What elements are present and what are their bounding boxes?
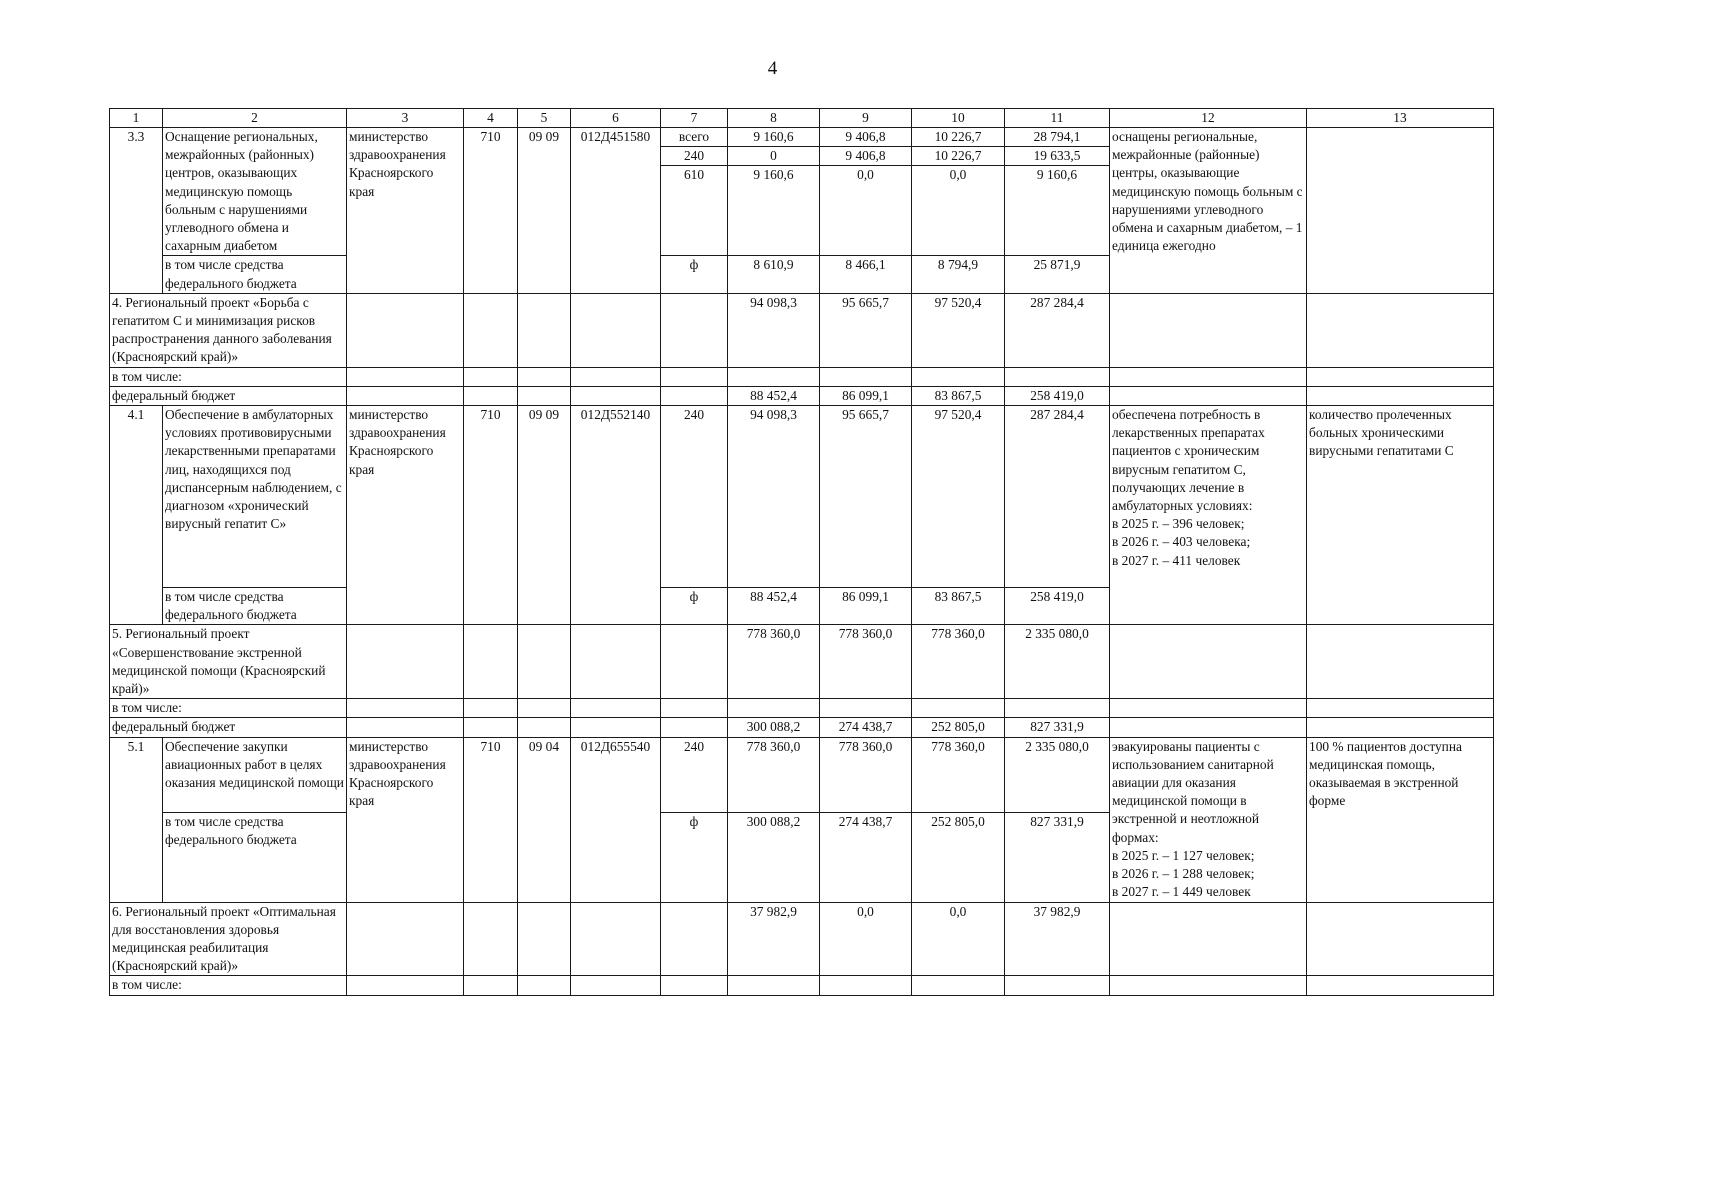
code-section: 09 04 — [518, 737, 571, 902]
header-cell: 4 — [464, 109, 518, 128]
header-cell: 2 — [163, 109, 347, 128]
amount-2026: 274 438,7 — [820, 812, 912, 902]
activity-name: Обеспечение в амбулаторных условиях противовирусными лекарственными препаратами лиц, находящихся под диспансерным наблюдением, с диагнозом «хронический вирусный гепатит С» — [163, 406, 347, 588]
amount-total: 258 419,0 — [1005, 588, 1110, 625]
expected-result: обеспечена потребность в лекарственных препаратах пациентов с хроническим вирусным гепатитом С, получающих лечение в амбулаторных условиях: в 2025 г. – 396 человек; в 2026 г. – 403 человека; в 2027 г. – 411 человек — [1110, 406, 1307, 625]
amount-2026: 274 438,7 — [820, 718, 912, 737]
federal-funds-label: в том числе средства федерального бюджета — [163, 256, 347, 293]
executor: министерство здравоохранения Красноярского края — [347, 406, 464, 625]
code-grbs: 710 — [464, 406, 518, 625]
federal-funds-label: в том числе средства федерального бюджета — [163, 588, 347, 625]
header-cell: 5 — [518, 109, 571, 128]
amount-2027: 778 360,0 — [912, 737, 1005, 812]
table-row — [110, 718, 1494, 737]
project-title: 6. Региональный проект «Оптимальная для восстановления здоровья медицинская реабилитация (Красноярский край)» — [110, 902, 347, 976]
amount-total: 2 335 080,0 — [1005, 737, 1110, 812]
code-target: 012Д451580 — [571, 128, 661, 294]
amount-total: 9 160,6 — [1005, 166, 1110, 256]
amount-total: 37 982,9 — [1005, 902, 1110, 976]
project-title: 4. Региональный проект «Борьба с гепатитом С и минимизация рисков распространения данного заболевания (Красноярский край)» — [110, 293, 347, 367]
amount-2025: 94 098,3 — [728, 406, 820, 588]
code-expense-type: всего — [661, 128, 728, 147]
header-cell: 11 — [1005, 109, 1110, 128]
table-row — [110, 128, 1494, 147]
amount-2026: 86 099,1 — [820, 588, 912, 625]
amount-2026: 8 466,1 — [820, 256, 912, 293]
project-row — [110, 902, 1494, 976]
federal-budget-label: федеральный бюджет — [110, 386, 347, 405]
code-expense-type: 240 — [661, 406, 728, 588]
amount-2027: 252 805,0 — [912, 812, 1005, 902]
table-row — [110, 737, 1494, 812]
federal-funds-label: в том числе средства федерального бюджета — [163, 812, 347, 902]
federal-budget-label: федеральный бюджет — [110, 718, 347, 737]
code-expense-type: ф — [661, 588, 728, 625]
page-number: 4 — [767, 58, 778, 79]
header-cell: 6 — [571, 109, 661, 128]
amount-2026: 95 665,7 — [820, 293, 912, 367]
executor: министерство здравоохранения Красноярского края — [347, 737, 464, 902]
amount-total: 19 633,5 — [1005, 147, 1110, 166]
amount-2026: 778 360,0 — [820, 737, 912, 812]
header-cell: 8 — [728, 109, 820, 128]
code-grbs: 710 — [464, 737, 518, 902]
amount-total: 2 335 080,0 — [1005, 625, 1110, 699]
amount-2027: 97 520,4 — [912, 293, 1005, 367]
code-section: 09 09 — [518, 128, 571, 294]
amount-2026: 0,0 — [820, 166, 912, 256]
row-number: 3.3 — [110, 128, 163, 294]
row-number: 5.1 — [110, 737, 163, 902]
amount-total: 25 871,9 — [1005, 256, 1110, 293]
table-row — [110, 367, 1494, 386]
project-row — [110, 625, 1494, 699]
table-row — [110, 699, 1494, 718]
header-cell: 12 — [1110, 109, 1307, 128]
table-row — [110, 386, 1494, 405]
amount-2027: 778 360,0 — [912, 625, 1005, 699]
amount-total: 258 419,0 — [1005, 386, 1110, 405]
amount-2025: 9 160,6 — [728, 166, 820, 256]
amount-2027: 0,0 — [912, 902, 1005, 976]
header-cell: 9 — [820, 109, 912, 128]
amount-total: 827 331,9 — [1005, 812, 1110, 902]
amount-2027: 10 226,7 — [912, 147, 1005, 166]
project-row — [110, 293, 1494, 367]
amount-2025: 94 098,3 — [728, 293, 820, 367]
amount-2025: 0 — [728, 147, 820, 166]
header-row — [110, 109, 1494, 128]
header-cell: 1 — [110, 109, 163, 128]
amount-2025: 8 610,9 — [728, 256, 820, 293]
amount-2027: 10 226,7 — [912, 128, 1005, 147]
activity-name: Обеспечение закупки авиационных работ в целях оказания медицинской помощи — [163, 737, 347, 812]
amount-2026: 9 406,8 — [820, 147, 912, 166]
amount-2025: 37 982,9 — [728, 902, 820, 976]
amount-2027: 8 794,9 — [912, 256, 1005, 293]
budget-table — [109, 108, 1494, 996]
indicator: количество пролеченных больных хроническими вирусными гепатитами С — [1307, 406, 1494, 625]
row-number: 4.1 — [110, 406, 163, 625]
executor: министерство здравоохранения Красноярского края — [347, 128, 464, 294]
amount-2027: 97 520,4 — [912, 406, 1005, 588]
header-cell: 7 — [661, 109, 728, 128]
including-label: в том числе: — [110, 367, 347, 386]
code-section: 09 09 — [518, 406, 571, 625]
table-row — [110, 976, 1494, 995]
including-label: в том числе: — [110, 976, 347, 995]
indicator: 100 % пациентов доступна медицинская помощь, оказываемая в экстренной форме — [1307, 737, 1494, 902]
amount-total: 287 284,4 — [1005, 406, 1110, 588]
expected-result: оснащены региональные, межрайонные (районные) центры, оказывающие медицинскую помощь больным с нарушениями углеводного обмена и сахарным диабетом, – 1 единица ежегодно — [1110, 128, 1307, 294]
amount-2026: 9 406,8 — [820, 128, 912, 147]
code-target: 012Д655540 — [571, 737, 661, 902]
amount-total: 287 284,4 — [1005, 293, 1110, 367]
amount-2025: 300 088,2 — [728, 812, 820, 902]
amount-2025: 9 160,6 — [728, 128, 820, 147]
including-label: в том числе: — [110, 699, 347, 718]
indicator — [1307, 128, 1494, 294]
table-row — [110, 406, 1494, 588]
amount-2027: 252 805,0 — [912, 718, 1005, 737]
code-grbs: 710 — [464, 128, 518, 294]
code-expense-type: ф — [661, 256, 728, 293]
code-expense-type: ф — [661, 812, 728, 902]
amount-2026: 95 665,7 — [820, 406, 912, 588]
activity-name: Оснащение региональных, межрайонных (районных) центров, оказывающих медицинскую помощь больным с нарушениями углеводного обмена и сахарным диабетом — [163, 128, 347, 256]
code-expense-type: 240 — [661, 737, 728, 812]
amount-2027: 83 867,5 — [912, 588, 1005, 625]
amount-total: 827 331,9 — [1005, 718, 1110, 737]
amount-2026: 0,0 — [820, 902, 912, 976]
amount-2025: 88 452,4 — [728, 386, 820, 405]
amount-2025: 778 360,0 — [728, 625, 820, 699]
amount-2027: 83 867,5 — [912, 386, 1005, 405]
amount-2027: 0,0 — [912, 166, 1005, 256]
header-cell: 13 — [1307, 109, 1494, 128]
amount-total: 28 794,1 — [1005, 128, 1110, 147]
header-cell: 10 — [912, 109, 1005, 128]
code-expense-type: 240 — [661, 147, 728, 166]
amount-2026: 86 099,1 — [820, 386, 912, 405]
amount-2025: 88 452,4 — [728, 588, 820, 625]
amount-2025: 300 088,2 — [728, 718, 820, 737]
amount-2026: 778 360,0 — [820, 625, 912, 699]
code-expense-type: 610 — [661, 166, 728, 256]
amount-2025: 778 360,0 — [728, 737, 820, 812]
code-target: 012Д552140 — [571, 406, 661, 625]
expected-result: эвакуированы пациенты с использованием санитарной авиации для оказания медицинской помощи в экстренной и неотложной формах: в 2025 г. – 1 127 человек; в 2026 г. – 1 288 человек; в 2027 г. – 1 449 человек — [1110, 737, 1307, 902]
project-title: 5. Региональный проект «Совершенствование экстренной медицинской помощи (Красноярский край)» — [110, 625, 347, 699]
header-cell: 3 — [347, 109, 464, 128]
